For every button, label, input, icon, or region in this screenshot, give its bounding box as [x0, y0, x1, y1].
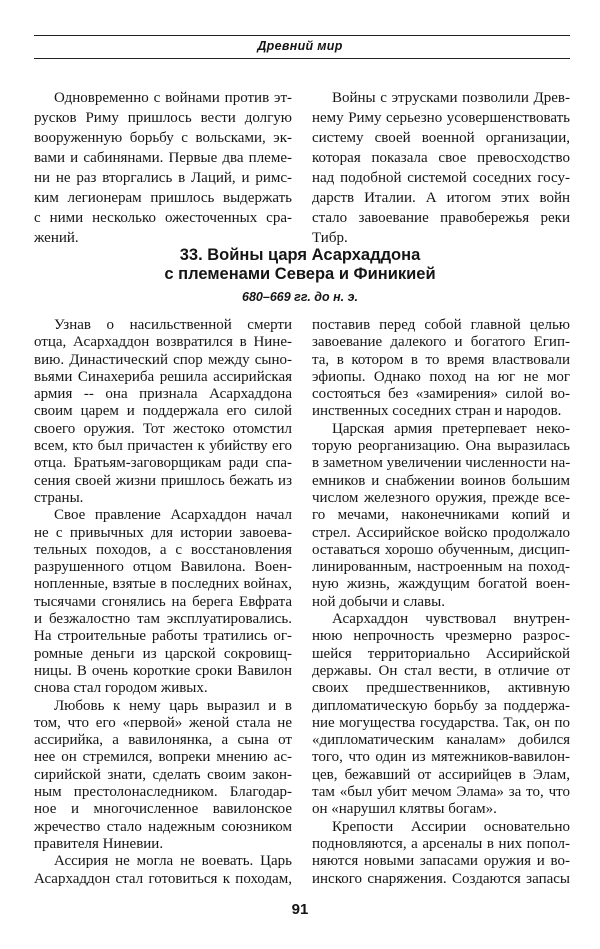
text-line: дарств Италии. А итогом этих войн [312, 190, 570, 206]
text-line: нему Риму серьезно усовершенствовать [312, 110, 570, 126]
text-line: стрел. Ассирийское войско продолжало [312, 524, 570, 541]
text-line: Ассирия не могла не воевать. Царь [54, 853, 292, 870]
text-line: он «нарушил клятвы богам». [312, 801, 497, 818]
text-line: няются новыми запасами оружия и во- [312, 853, 570, 870]
paragraph [34, 853, 292, 888]
text-line: эфиопы. Однако поход на юг не мог [312, 368, 570, 385]
text-line: Асархаддон чувствовал внутрен- [332, 611, 570, 628]
text-line: го мечами, наконечниками копий и [312, 507, 570, 524]
header-rule-bottom [34, 58, 570, 59]
paragraph [312, 611, 570, 819]
paragraph [312, 317, 570, 421]
text-line: не с привычных для истории завоева- [34, 524, 292, 541]
text-line: жений. [34, 230, 79, 246]
text-line: оставаться хорошо обученным, дисцип- [312, 541, 570, 558]
paragraph [312, 819, 570, 888]
text-line: ни не раз вторгались в Лаций, и римс- [34, 170, 292, 186]
chapter-title-line-1: 33. Войны царя Асархаддона [179, 246, 421, 264]
text-line: сирийской знати, сделать своим закон- [34, 766, 292, 783]
paragraph [312, 421, 570, 611]
text-line: ное и многочисленное вавилонское [34, 801, 292, 818]
text-line: правителя Ниневии. [34, 835, 164, 852]
text-line: числом железного оружия, прежде все- [312, 489, 570, 506]
text-line: тельных походов, а с восстановления [34, 541, 292, 558]
text-line: ницы. В очень короткие сроки Вавилон [34, 662, 292, 679]
paragraph [312, 88, 570, 248]
text-line: в заметном увеличении численности на- [312, 455, 571, 472]
text-line: своим царем и поддержала его силой [34, 403, 292, 420]
text-line: Асархаддон стал готовиться к походам, [34, 870, 292, 887]
text-line: нее он стремился, вопреки мнению ас- [34, 749, 292, 766]
text-line: тысячами сгонялись на берега Евфрата [34, 593, 292, 610]
text-line: над подобной системой соседних госу- [312, 170, 570, 186]
text-line: отца. Братьям-заговорщикам ради спа- [34, 455, 292, 472]
text-line: отца, Асархаддон возвратился в Нине- [34, 334, 292, 351]
text-line: Любовь к нему царь выразил и в [54, 697, 292, 714]
text-line: жречество стало надежным союзником [34, 818, 292, 835]
text-line: инственных соседних стран и народов. [312, 403, 562, 420]
text-line: линированным, настроенным на поход- [312, 559, 570, 576]
text-line: Узнав о насильственной смерти [54, 317, 292, 333]
text-line: ким легионерам пришлось выдержать [34, 190, 292, 206]
text-line: страны. [34, 489, 84, 506]
text-line: та, в котором в то время властвовали [312, 351, 570, 368]
text-line: своего оружия. Тот жестоко отомстил [34, 420, 292, 437]
paragraph [34, 317, 292, 507]
text-line: емников и снабжении воинов большим [312, 472, 570, 489]
text-line: дипломатическую борьбу за поддержа- [312, 697, 570, 714]
text-line: того, что один из мятежников-вавилон- [312, 749, 570, 766]
main-left-column [34, 317, 292, 888]
text-line: ромные деньги из царской сокровищ- [34, 645, 292, 662]
text-line: русков Риму пришлось вести долгую [34, 110, 292, 126]
header-rule-top [34, 35, 570, 36]
paragraph [34, 507, 292, 697]
text-line: Одновременно с войнами против эт- [54, 90, 292, 106]
page-number: 91 [291, 901, 309, 918]
text-line: там «был убит мечом Элама» за то, что [312, 784, 570, 801]
text-line: «дипломатическим каналам» добился [312, 732, 570, 749]
text-line: снова стал городом живых. [34, 680, 208, 697]
text-line: нопленные, взятые в последних войнах, [34, 576, 292, 593]
text-line: систему своей военной организации, [312, 130, 570, 146]
text-line: вию. Династический спор между сыно- [34, 351, 292, 368]
text-line: завоевание далекого и богатого Егип- [312, 334, 570, 351]
text-line: ную жизнь, жаждущим богатой воен- [312, 576, 570, 593]
text-line: На строительные работы тратились ог- [34, 628, 292, 645]
top-left-column [34, 88, 292, 248]
text-line: ной добычи и славы. [312, 593, 445, 610]
running-head: Древний мир [257, 39, 343, 53]
text-line: державы. Он стал вести, в отличие от [312, 662, 570, 679]
text-line: вами и сабинянами. Первые два племе- [34, 150, 292, 166]
main-right-column [312, 317, 570, 888]
text-line: Тибр. [312, 230, 348, 246]
text-line: сения своей жизни пришлось бежать из [34, 472, 292, 489]
text-line: ние могущества государства. Так, он по [312, 714, 570, 731]
text-line: Царская армия претерпевает неко- [332, 420, 570, 437]
chapter-date: 680–669 гг. до н. э. [242, 290, 358, 304]
text-line: стало завоевание правобережья реки [312, 210, 570, 226]
text-line: Войны с этрусками позволили Древ- [332, 90, 570, 106]
text-line: армия -- она признала Асархаддона [34, 386, 292, 403]
text-line: Свое правление Асархаддон начал [54, 507, 292, 524]
text-line: ассирийка, а вавилонянка, а сына от [34, 732, 292, 749]
text-line: цев, бежавший от ассирийцев в Элам, [312, 766, 570, 783]
text-line: ным престолонаследником. Благодар- [34, 784, 292, 801]
paragraph [34, 88, 292, 248]
text-line: состояться без «замирения» силой во- [312, 386, 570, 403]
text-line: том, что его «первой» женой стала не [34, 714, 292, 731]
text-line: Крепости Ассирии основательно [332, 818, 570, 835]
text-line: подновляются, а арсеналы в них попол- [312, 835, 570, 852]
text-line: поставив перед собой главной целью [312, 317, 570, 333]
paragraph [34, 698, 292, 854]
top-right-column [312, 88, 570, 248]
text-line: которая показала свое превосходство [312, 150, 570, 166]
text-line: с ними несколько ожесточенных сра- [34, 210, 292, 226]
text-line: разрушенного отцом Вавилона. Воен- [34, 559, 292, 576]
text-line: шейся территориально Ассирийской [312, 645, 570, 662]
text-line: вьями Синахериба решила ассирийская [34, 368, 292, 385]
text-line: торую реорганизацию. Она выразилась [312, 438, 570, 455]
chapter-title-line-2: с племенами Севера и Финикией [164, 265, 436, 283]
text-line: инского снаряжения. Создаются запасы [312, 870, 570, 887]
text-line: вооруженную борьбу с вольсками, эк- [34, 130, 292, 146]
text-line: всем, кто был причастен к убийству его [34, 438, 292, 455]
text-line: нюю непрочность чрезмерно разрос- [312, 628, 570, 645]
text-line: своих предшественников, активную [312, 680, 570, 697]
text-line: и безжалостно там эксплуатировались. [34, 611, 292, 628]
